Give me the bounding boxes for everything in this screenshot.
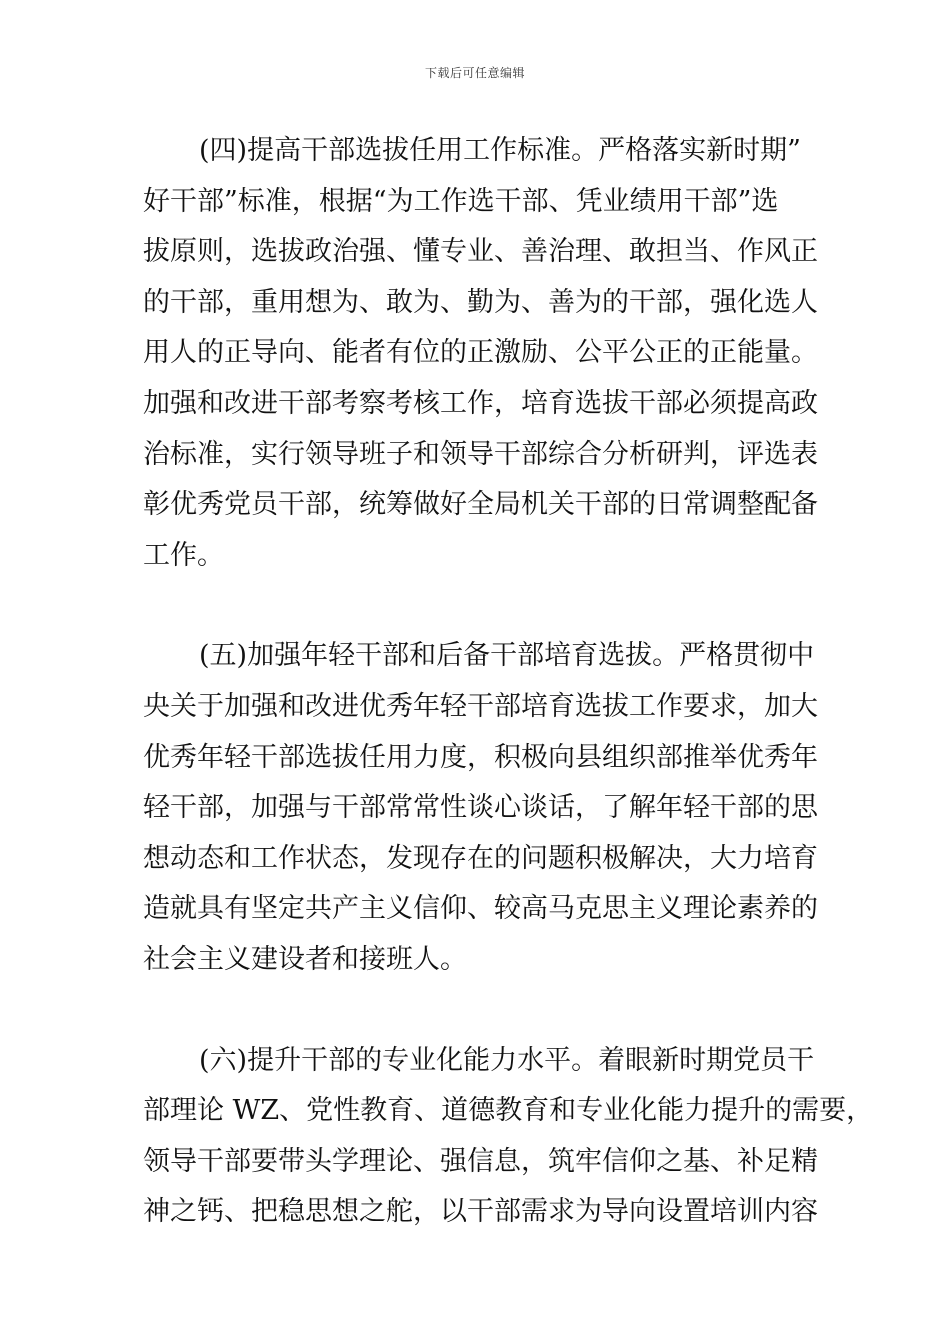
text-line: 拔原则，选拔政治强、懂专业、善治理、敢担当、作风正 [143, 236, 818, 268]
text-line: 社会主义建设者和接班人。 [143, 943, 467, 975]
text-line: 轻干部，加强与干部常常性谈心谈话，了解年轻干部的思 [143, 792, 818, 824]
text-line: 的干部，重用想为、敢为、勤为、善为的干部，强化选人 [143, 286, 818, 318]
page-header: 下载后可任意编辑 [424, 66, 525, 80]
text-line: 部理论 WZ、党性教育、道德教育和专业化能力提升的需要， [143, 1095, 874, 1127]
text-line: 造就具有坚定共产主义信仰、较高马克思主义理论素养的 [143, 893, 818, 925]
text-line: 工作。 [143, 539, 224, 571]
text-line: 神之钙、把稳思想之舵，以干部需求为导向设置培训内容 [143, 1196, 818, 1228]
text-line: (四)提高干部选拔任用工作标准。严格落实新时期” [199, 135, 801, 166]
text-line: 彰优秀党员干部，统筹做好全局机关干部的日常调整配备 [143, 489, 818, 521]
document-body [143, 126, 874, 1238]
text-line: 好干部”标准，根据“为工作选干部、凭业绩用干部”选 [143, 185, 779, 217]
text-line: 想动态和工作状态，发现存在的问题积极解决，大力培育 [143, 842, 818, 874]
paragraph-spacer [143, 581, 823, 631]
text-line: 治标准，实行领导班子和领导干部综合分析研判，评选表 [143, 438, 818, 470]
paragraph-4 [143, 126, 823, 581]
text-line: (五)加强年轻干部和后备干部培育选拔。严格贯彻中 [199, 640, 815, 672]
paragraph-6 [143, 1036, 874, 1238]
text-line: 优秀年轻干部选拔任用力度，积极向县组织部推举优秀年 [143, 741, 818, 773]
text-line: 加强和改进干部考察考核工作，培育选拔干部必须提高政 [143, 387, 818, 419]
text-line: 用人的正导向、能者有位的正激励、公平公正的正能量。 [143, 337, 818, 369]
text-line: 领导干部要带头学理论、强信息，筑牢信仰之基、补足精 [143, 1145, 818, 1177]
text-line: (六)提升干部的专业化能力水平。着眼新时期党员干 [199, 1044, 815, 1076]
paragraph-spacer [143, 986, 823, 1036]
text-line: 央关于加强和改进优秀年轻干部培育选拔工作要求，加大 [143, 690, 818, 722]
paragraph-5 [143, 631, 823, 985]
